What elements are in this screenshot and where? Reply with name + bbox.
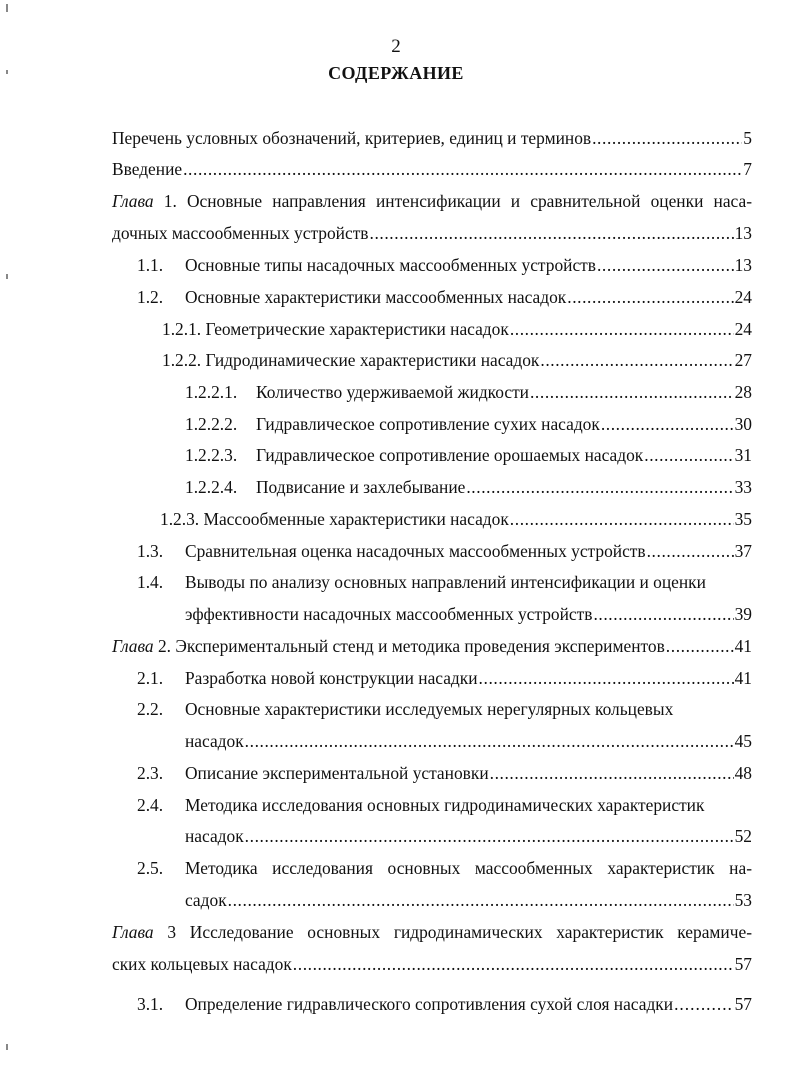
toc-page-number: 45 (734, 731, 752, 751)
toc-section-1-2[interactable] (185, 286, 752, 308)
toc-entry-text: насадок (185, 826, 244, 846)
dot-leader (567, 286, 733, 308)
toc-section-1-2-2-2[interactable] (256, 413, 752, 435)
toc-section-2-1[interactable] (185, 667, 752, 689)
toc-page-number: 39 (734, 604, 752, 624)
dot-leader (228, 889, 734, 911)
toc-title: СОДЕРЖАНИЕ (328, 63, 464, 83)
toc-page-number: 30 (734, 414, 752, 434)
toc-page-number: 57 (734, 994, 752, 1014)
dot-leader (593, 603, 733, 625)
toc-section-number: 3.1. (137, 994, 164, 1014)
toc-page-number: 31 (734, 445, 752, 465)
toc-section-number: 1.2.2.2. (185, 414, 238, 434)
toc-section-number: 1.1. (137, 255, 164, 275)
toc-section-2-4-line2[interactable] (185, 825, 752, 847)
dot-leader (540, 349, 733, 371)
dot-leader (293, 953, 734, 975)
toc-section-1-4-line1[interactable]: Выводы по анализу основных направлений интенсификации и оценки (185, 572, 706, 592)
dot-leader (666, 635, 734, 657)
toc-chapter-3-line1[interactable] (112, 921, 752, 943)
toc-entry-text: 1.2.2. Гидродинамические характеристики насадок (162, 350, 540, 370)
toc-section-number: 2.3. (137, 763, 164, 783)
toc-section-1-2-1[interactable] (162, 318, 752, 340)
toc-page-number: 37 (734, 541, 752, 561)
toc-page-number: 24 (734, 319, 752, 339)
toc-page-number: 28 (734, 382, 752, 402)
toc-section-number: 1.2. (137, 287, 164, 307)
toc-section-1-3[interactable] (185, 540, 752, 562)
toc-section-2-3[interactable] (185, 762, 752, 784)
dot-leader (510, 318, 734, 340)
toc-entry-text: ских кольцевых насадок (112, 954, 292, 974)
chapter-prefix: Глава (112, 922, 154, 942)
toc-section-1-4-line2[interactable] (185, 603, 752, 625)
dot-leader (601, 413, 734, 435)
toc-section-2-4-line1[interactable]: Методика исследования основных гидродинамических характеристик (185, 795, 705, 815)
toc-entry-abbreviations[interactable] (112, 127, 752, 149)
toc-entry-text: Описание экспериментальной установки (185, 763, 489, 783)
toc-entry-text: 3 Исследование основных гидродинамических характеристик керамиче- (153, 922, 752, 942)
toc-page-number: 52 (734, 826, 752, 846)
toc-page-number: 5 (743, 128, 752, 148)
toc-section-number: 1.2.2.1. (185, 382, 238, 402)
toc-page-number: 27 (734, 350, 752, 370)
toc-entry-text: дочных массообменных устройств (112, 223, 369, 243)
dot-leader (530, 381, 734, 403)
toc-page-number: 24 (734, 287, 752, 307)
dot-leader (245, 730, 734, 752)
scan-artifact (6, 70, 8, 74)
toc-section-3-1[interactable] (185, 993, 752, 1015)
toc-section-1-2-3[interactable] (160, 508, 752, 530)
toc-entry-text: Перечень условных обозначений, критериев, единиц и терминов (112, 128, 592, 148)
chapter-prefix: Глава (112, 191, 154, 211)
toc-entry-text: садок (185, 890, 227, 910)
toc-section-1-2-2-1[interactable] (256, 381, 752, 403)
toc-section-number: 1.4. (137, 572, 164, 592)
toc-section-1-2-2[interactable] (162, 349, 752, 371)
toc-section-1-2-2-3[interactable] (256, 444, 752, 466)
toc-page-number: 57 (734, 954, 752, 974)
chapter-prefix: Глава (112, 636, 154, 656)
toc-section-2-5-line2[interactable] (185, 889, 752, 911)
dot-leader (647, 540, 734, 562)
toc-entry-text: 1.2.3. Массообменные характеристики насадок (160, 509, 509, 529)
toc-entry-text: Количество удерживаемой жидкости (256, 382, 529, 402)
dot-leader (245, 825, 734, 847)
toc-section-number: 2.1. (137, 668, 164, 688)
dot-leader (479, 667, 734, 689)
toc-entry-text: 1.2.1. Геометрические характеристики насадок (162, 319, 509, 339)
toc-section-2-5-line1[interactable]: Методика исследования основных массообменных характеристик на- (185, 858, 752, 878)
toc-section-number: 1.3. (137, 541, 164, 561)
toc-entry-text: Определение гидравлического сопротивления сухой слоя насадки (185, 994, 674, 1014)
toc-section-2-2-line1[interactable]: Основные характеристики исследуемых нерегулярных кольцевых (185, 699, 674, 719)
toc-chapter-1-line2[interactable] (112, 222, 752, 244)
toc-page-number: 35 (734, 509, 752, 529)
toc-entry-text: Гидравлическое сопротивление сухих насадок (256, 414, 600, 434)
dot-leader (674, 993, 734, 1015)
dot-leader (370, 222, 734, 244)
toc-entry-text: Основные типы насадочных массообменных устройств (185, 255, 596, 275)
toc-page-number: 41 (734, 636, 752, 656)
toc-entry-text: 1. Основные направления интенсификации и сравнительной оценки наса- (153, 191, 752, 211)
scan-artifact (6, 274, 8, 279)
toc-entry-text: Подвисание и захлебывание (256, 477, 466, 497)
toc-entry-text: Введение (112, 159, 183, 179)
dot-leader (466, 476, 733, 498)
toc-entry-text: насадок (185, 731, 244, 751)
toc-entry-text: эффективности насадочных массообменных устройств (185, 604, 593, 624)
toc-section-1-2-2-4[interactable] (256, 476, 752, 498)
page-number: 2 (391, 36, 401, 57)
scan-artifact (6, 1044, 8, 1050)
toc-page-number: 48 (734, 763, 752, 783)
dot-leader (592, 127, 742, 149)
toc-section-number: 1.2.2.4. (185, 477, 238, 497)
toc-section-number: 2.4. (137, 795, 164, 815)
toc-chapter-1-line1[interactable] (112, 190, 752, 212)
dot-leader (183, 158, 742, 180)
toc-page-number: 41 (734, 668, 752, 688)
dot-leader (490, 762, 734, 784)
toc-page-number: 13 (734, 223, 752, 243)
toc-entry-text: 2. Экспериментальный стенд и методика проведения экспериментов (153, 636, 665, 656)
toc-entry-text: Основные характеристики массообменных насадок (185, 287, 567, 307)
toc-entry-introduction[interactable] (112, 158, 752, 180)
toc-entry-text: Гидравлическое сопротивление орошаемых насадок (256, 445, 644, 465)
toc-entry-text: Разработка новой конструкции насадки (185, 668, 478, 688)
toc-chapter-2[interactable] (112, 635, 752, 657)
toc-page-number: 7 (743, 159, 752, 179)
scan-artifact (6, 4, 8, 12)
dot-leader (510, 508, 734, 530)
toc-section-number: 2.2. (137, 699, 164, 719)
toc-page-number: 33 (734, 477, 752, 497)
dot-leader (644, 444, 733, 466)
toc-page-number: 13 (734, 255, 752, 275)
toc-section-1-1[interactable] (185, 254, 752, 276)
toc-section-number: 1.2.2.3. (185, 445, 238, 465)
toc-entry-text: Сравнительная оценка насадочных массообменных устройств (185, 541, 646, 561)
toc-section-2-2-line2[interactable] (185, 730, 752, 752)
toc-page-number: 53 (734, 890, 752, 910)
toc-section-number: 2.5. (137, 858, 164, 878)
toc-chapter-3-line2[interactable] (112, 953, 752, 975)
dot-leader (597, 254, 734, 276)
